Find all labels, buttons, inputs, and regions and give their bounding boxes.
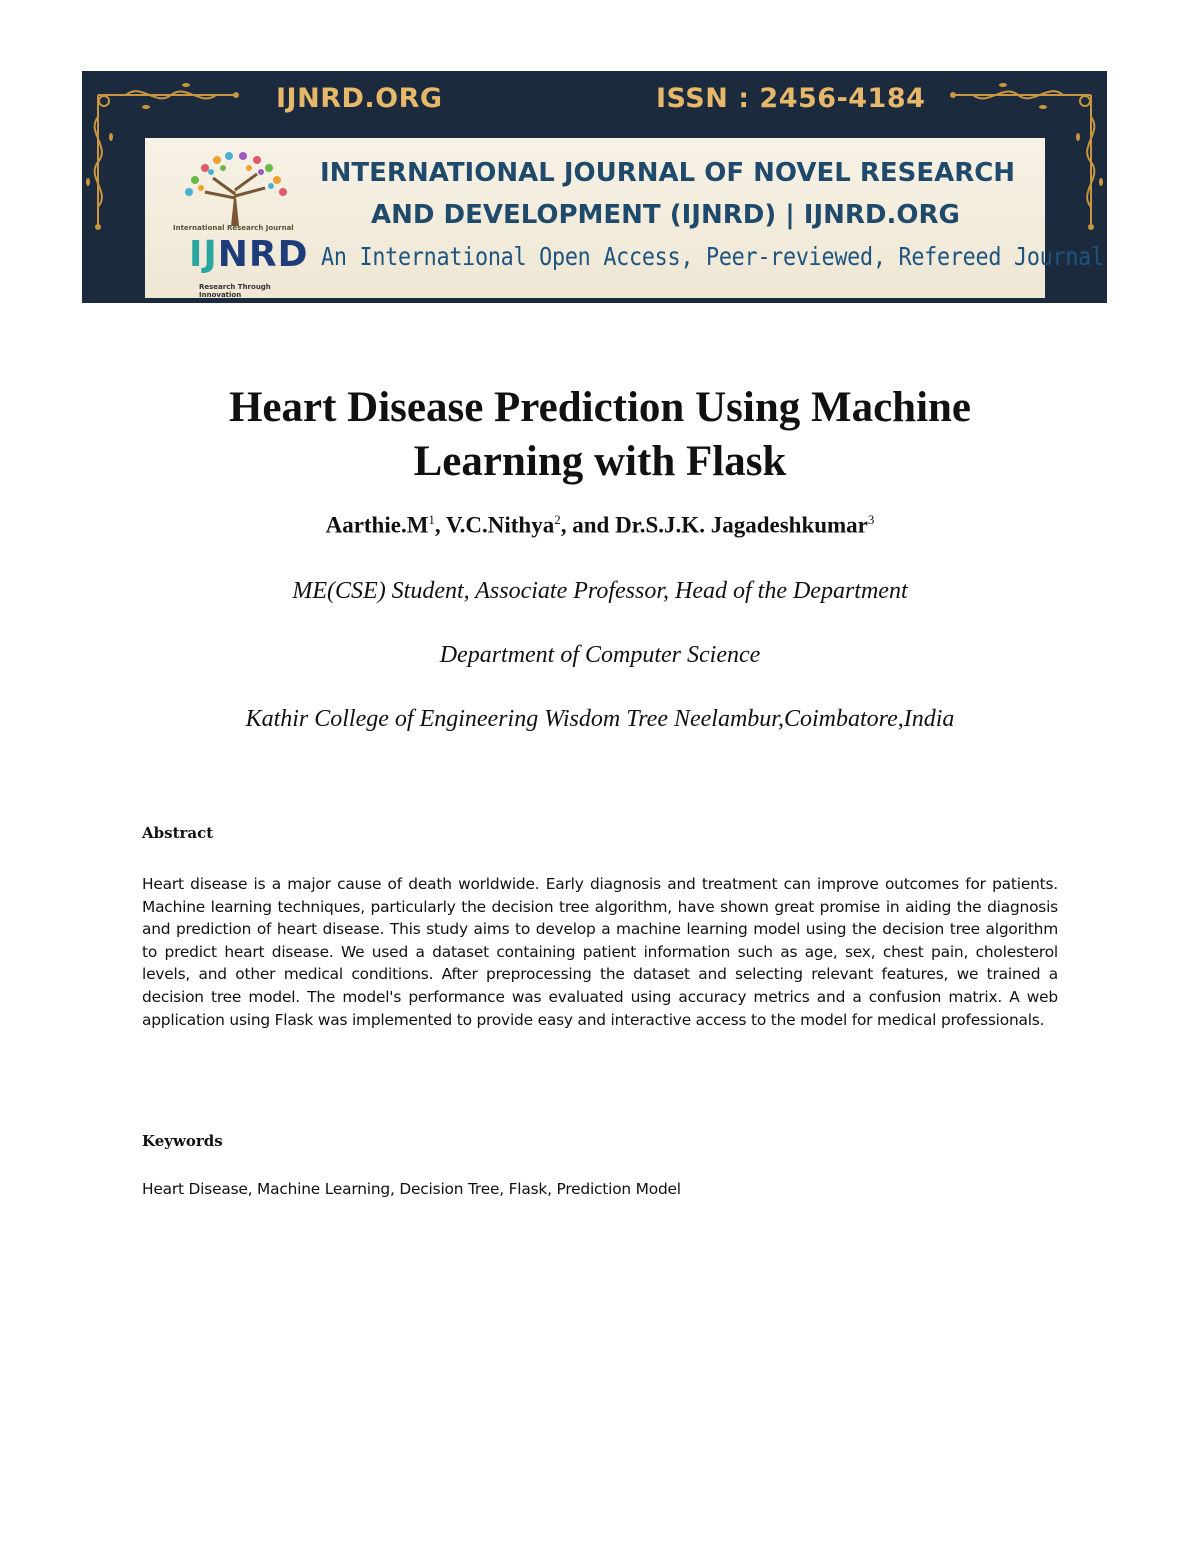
paper-title bbox=[0, 381, 1200, 489]
author-affiliation-mark: 3 bbox=[867, 512, 875, 527]
department: Department of Computer Science bbox=[439, 642, 761, 668]
abstract-heading: Abstract bbox=[142, 824, 214, 842]
banner-panel bbox=[145, 138, 1104, 299]
site-label: IJNRD.ORG bbox=[276, 83, 443, 114]
logo-subcaption: Research Through Innovation bbox=[199, 283, 271, 299]
logo-caption: International Research Journal bbox=[173, 224, 294, 232]
keywords-heading: Keywords bbox=[142, 1132, 223, 1150]
abstract-text: Heart disease is a major cause of death worldwide. Early diagnosis and treatment can improve outcomes for patients. Machine learning techniques, particularly the decision tree algorithm, have shown great promise in aiding the diagnosis and prediction of heart disease. This study aims to develop a machine learning model using the decision tree algorithm to predict heart disease. We used a dataset containing patient information such as age, sex, chest pain, cholesterol levels, and other medical conditions. After preprocessing the dataset and selecting relevant features, we trained a decision tree model. The model's performance was evaluated using accuracy metrics and a confusion matrix. A web application using Flask was implemented to provide easy and interactive access to the model for medical professionals. bbox=[142, 875, 1058, 1029]
journal-name-line2: AND DEVELOPMENT (IJNRD) | IJNRD.ORG bbox=[371, 200, 960, 230]
author-separator: , and bbox=[560, 512, 616, 538]
logo-word-part2: NRD bbox=[217, 234, 309, 275]
author-name: V.C.Nithya bbox=[446, 512, 555, 538]
logo-word-part1: IJ bbox=[189, 234, 218, 275]
tree-icon bbox=[165, 148, 305, 228]
author-list bbox=[0, 512, 1200, 539]
keywords-text: Heart Disease, Machine Learning, Decision Tree, Flask, Prediction Model bbox=[142, 1180, 681, 1198]
title-line-2: Learning with Flask bbox=[413, 438, 787, 485]
journal-banner bbox=[82, 71, 1107, 303]
author-separator: , bbox=[434, 512, 446, 538]
logo-wordmark bbox=[189, 234, 309, 275]
ijnrd-logo bbox=[165, 148, 309, 299]
author-affiliation-mark: 2 bbox=[554, 512, 561, 527]
journal-tagline: An International Open Access, Peer-reviewed, Refereed Journal bbox=[321, 242, 1104, 271]
institution: Kathir College of Engineering Wisdom Tree Neelambur,Coimbatore,India bbox=[245, 706, 955, 732]
issn-label: ISSN : 2456-4184 bbox=[656, 83, 926, 114]
journal-name-line1: INTERNATIONAL JOURNAL OF NOVEL RESEARCH bbox=[320, 158, 1016, 188]
title-line-1: Heart Disease Prediction Using Machine bbox=[228, 384, 972, 431]
author-name: Dr.S.J.K. Jagadeshkumar bbox=[615, 512, 868, 538]
author-affiliation-mark: 1 bbox=[428, 512, 435, 527]
author-name: Aarthie.M bbox=[325, 512, 429, 538]
author-roles: ME(CSE) Student, Associate Professor, Head of the Department bbox=[292, 578, 908, 604]
